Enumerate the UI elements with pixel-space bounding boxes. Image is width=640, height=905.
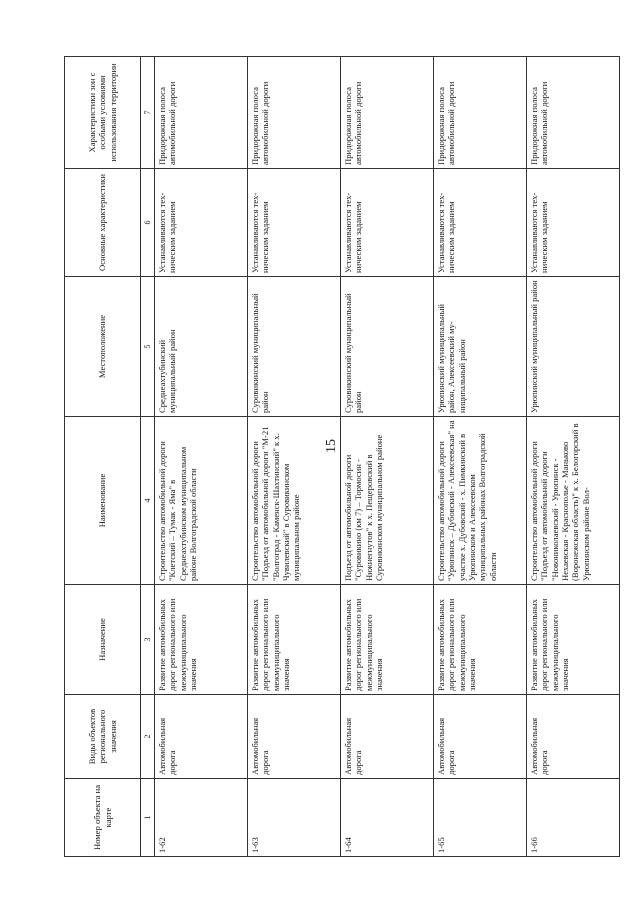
object-purpose: Развитие автомобильных дорог регионального или межмуниципального значения [527,585,620,695]
table-row [248,57,341,857]
object-location: Суровикинский муниципальный район [248,277,341,417]
header-cell: Основные характеристики [65,169,141,277]
header-cell: Номер объекта на карте [65,779,141,857]
header-cell: Назначение [65,585,141,695]
object-name: Строительство автомобильной дороги "Подъезд от автомобильной дороги "Новониколаевский - Урюпинск - Нехаевская - Краснополье - Маньково (Воронежская область)" к х. Белогорский в Урюпинском районе Вол- [527,417,620,585]
object-zones: Придорожная полоса автомобильной дороги [527,57,620,169]
header-cell: Местоположение [65,277,141,417]
object-type: Автомобильная дорога [527,695,620,779]
object-type: Автомобильная дорога [434,695,527,779]
column-number: 5 [141,277,155,417]
object-name: Строительство автомобильной дороги "Клетский – Тумак - Яма" в Среднеахтубинском муниципальном районе Волгоградской области [155,417,248,585]
object-purpose: Развитие автомобильных дорог регионального или межмуниципального значения [248,585,341,695]
column-number: 4 [141,417,155,585]
object-zones: Придорожная полоса автомобильной дороги [341,57,434,169]
object-characteristics: Устанавливаются техническим заданием [527,169,620,277]
object-type: Автомобильная дорога [341,695,434,779]
column-number: 1 [141,779,155,857]
object-purpose: Развитие автомобильных дорог регионального или межмуниципального значения [434,585,527,695]
table-row [341,57,434,857]
header-row [65,57,141,857]
column-number: 6 [141,169,155,277]
object-characteristics: Устанавливаются техническим заданием [155,169,248,277]
object-purpose: Развитие автомобильных дорог регионального или межмуниципального значения [341,585,434,695]
object-number: 1-64 [341,779,434,857]
header-cell: Характеристики зон с особыми условиями использования территории [65,57,141,169]
rotated-table-container [64,57,620,857]
header-cell: Наименование [65,417,141,585]
object-zones: Придорожная полоса автомобильной дороги [155,57,248,169]
header-cell: Виды объектов регионального значения [65,695,141,779]
page-number: 15 [324,439,339,453]
object-zones: Придорожная полоса автомобильной дороги [248,57,341,169]
object-location: Суровикинский муниципальный район [341,277,434,417]
object-type: Автомобильная дорога [155,695,248,779]
table-row [434,57,527,857]
object-number: 1-62 [155,779,248,857]
object-zones: Придорожная полоса автомобильной дороги [434,57,527,169]
column-number: 7 [141,57,155,169]
table-row [155,57,248,857]
object-name: Подъезд от автомобильной дороги "Суровикино (км 7) – Тормосин - Нижнегнутов" к х. Пещеровский в Суровикинском муниципальном районе [341,417,434,585]
object-name: Строительство автомобильной дороги "Урюпинск – Дубовский - Алексеевская" на участке х. Дубовский - х. Пимкинский в Урюпинском и Алексеевском муниципальных районах Волгоградской области [434,417,527,585]
objects-table [64,56,620,857]
object-location: Урюпинский муниципальный район, Алексеевский муниципальный район [434,277,527,417]
object-number: 1-63 [248,779,341,857]
object-purpose: Развитие автомобильных дорог регионального или межмуниципального значения [155,585,248,695]
object-number: 1-66 [527,779,620,857]
object-type: Автомобильная дорога [248,695,341,779]
column-number: 3 [141,585,155,695]
object-location: Среднеахтубинский муниципальный район [155,277,248,417]
object-characteristics: Устанавливаются техническим заданием [248,169,341,277]
object-characteristics: Устанавливаются техническим заданием [434,169,527,277]
object-location: Урюпинский муниципальный район [527,277,620,417]
object-name: Строительство автомобильной дороги "Подъезд от автомобильной дороги "М-21 "Волгоград - Каменск-Шахтинский" к х. Чувилевский" в Суровикинском муниципальном районе [248,417,341,585]
object-number: 1-65 [434,779,527,857]
table-row [527,57,620,857]
object-characteristics: Устанавливаются техническим заданием [341,169,434,277]
column-number-row [141,57,155,857]
column-number: 2 [141,695,155,779]
